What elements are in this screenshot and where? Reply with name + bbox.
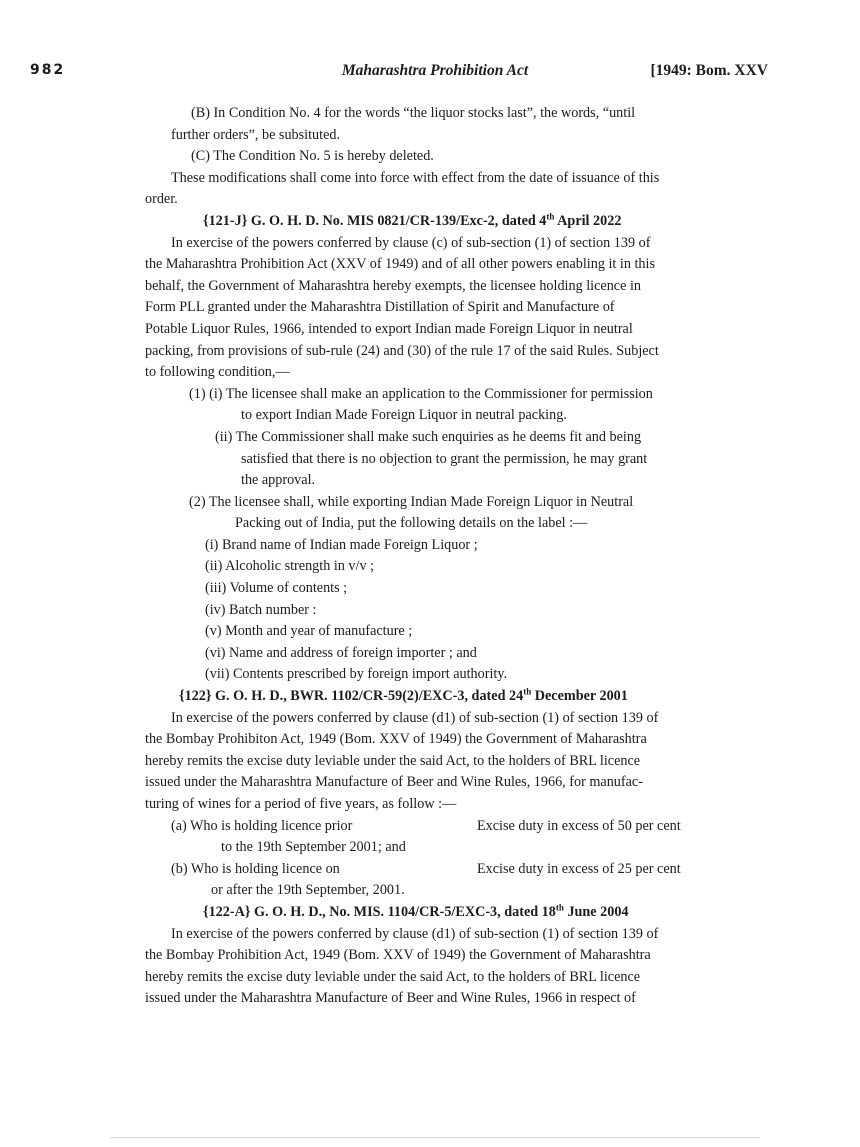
page-number: 982 [30,62,66,78]
text-line: (B) In Condition No. 4 for the words “the liquor stocks last”, the words, “until [191,105,636,121]
text-line: In exercise of the powers conferred by clause (c) of sub-section (1) of section 139 of [171,234,651,251]
text-line: issued under the Maharashtra Manufacture of Beer and Wine Rules, 1966, for manufac- [145,774,643,791]
list-item: (vii) Contents prescribed by foreign import authority. [205,666,508,683]
text-line: the approval. [241,472,316,489]
heading-text: June 2004 [563,903,629,920]
remission-row-b [145,859,727,881]
page-header [0,62,860,92]
list-item: (i) Brand name of Indian made Foreign Liquor ; [205,536,478,553]
text-line: the Bombay Prohibition Act, 1949 (Bom. XXV of 1949) the Government of Maharashtra [145,947,651,964]
page-bottom-edge [110,1137,760,1138]
list-item: (iii) Volume of contents ; [205,580,348,597]
text-line: further orders”, be subsituted. [171,126,341,143]
text-line: the Maharashtra Prohibition Act (XXV of 1949) and of all other powers enabling it in this [145,256,655,273]
text-line: to export Indian Made Foreign Liquor in neutral packing. [241,407,567,424]
list-item: (vi) Name and address of foreign importer ; and [205,644,477,661]
text-line: order. [145,191,178,208]
heading-text: {122-A} G. O. H. D., No. MIS. 1104/CR-5/EXC-3, dated 18 [203,903,556,920]
text-line: to the 19th September 2001; and [221,839,406,856]
text-line: issued under the Maharashtra Manufacture of Beer and Wine Rules, 1966 in respect of [145,990,636,1007]
text-line: to following condition,— [145,364,290,381]
act-reference: [1949: Bom. XXV [650,62,768,79]
text-line: Form PLL granted under the Maharashtra Distillation of Spirit and Manufacture of [145,299,615,316]
row-left: (a) Who is holding licence prior [171,817,353,834]
row-right: Excise duty in excess of 50 per cent [477,817,681,834]
heading-text: {122} G. O. H. D., BWR. 1102/CR-59(2)/EXC-3, dated 24 [179,688,524,705]
list-item: (v) Month and year of manufacture ; [205,623,413,640]
text-line: (ii) The Commissioner shall make such enquiries as he deems fit and being [215,428,642,445]
heading-text: April 2022 [554,212,622,229]
text-line: packing, from provisions of sub-rule (24) and (30) of the rule 17 of the said Rules. Subject [145,342,659,359]
heading-text: {121-J} G. O. H. D. No. MIS 0821/CR-139/Exc-2, dated 4 [203,212,547,229]
text-line: In exercise of the powers conferred by clause (d1) of sub-section (1) of section 139 of [171,925,659,942]
section-heading-121j [145,211,727,233]
list-item: (ii) Alcoholic strength in v/v ; [205,558,375,575]
running-title: Maharashtra Prohibition Act [341,62,529,79]
row-left: (b) Who is holding licence on [171,860,340,877]
text-line: hereby remits the excise duty leviable under the said Act, to the holders of BRL licence [145,752,641,769]
text-line: (2) The licensee shall, while exporting Indian Made Foreign Liquor in Neutral [189,493,634,510]
heading-sup: th [546,211,555,222]
text-line: or after the 19th September, 2001. [211,882,405,899]
section-heading-122 [145,686,727,708]
text-line: behalf, the Government of Maharashtra hereby exempts, the licensee holding licence in [145,277,641,294]
document-body [145,103,727,1010]
text-line: Potable Liquor Rules, 1966, intended to export Indian made Foreign Liquor in neutral [145,320,633,337]
text-line: These modifications shall come into force with effect from the date of issuance of this [171,169,660,186]
list-item: (iv) Batch number : [205,601,317,618]
text-line: (C) The Condition No. 5 is hereby deleted. [191,148,434,165]
text-line: hereby remits the excise duty leviable under the said Act, to the holders of BRL licence [145,968,641,985]
text-line: (1) (i) The licensee shall make an application to the Commissioner for permission [189,385,653,402]
heading-sup: th [523,686,532,697]
text-line: In exercise of the powers conferred by clause (d1) of sub-section (1) of section 139 of [171,709,659,726]
heading-text: December 2001 [531,688,628,705]
row-right: Excise duty in excess of 25 per cent [477,860,681,877]
text-line: turing of wines for a period of five years, as follow :— [145,796,457,812]
text-line: the Bombay Prohibiton Act, 1949 (Bom. XXV of 1949) the Government of Maharashtra [145,731,647,748]
section-heading-122a [145,902,727,924]
text-line: satisfied that there is no objection to grant the permission, he may grant [241,450,648,467]
text-line: Packing out of India, put the following details on the label :— [235,515,588,532]
remission-row-a [145,816,727,838]
heading-sup: th [555,902,564,913]
